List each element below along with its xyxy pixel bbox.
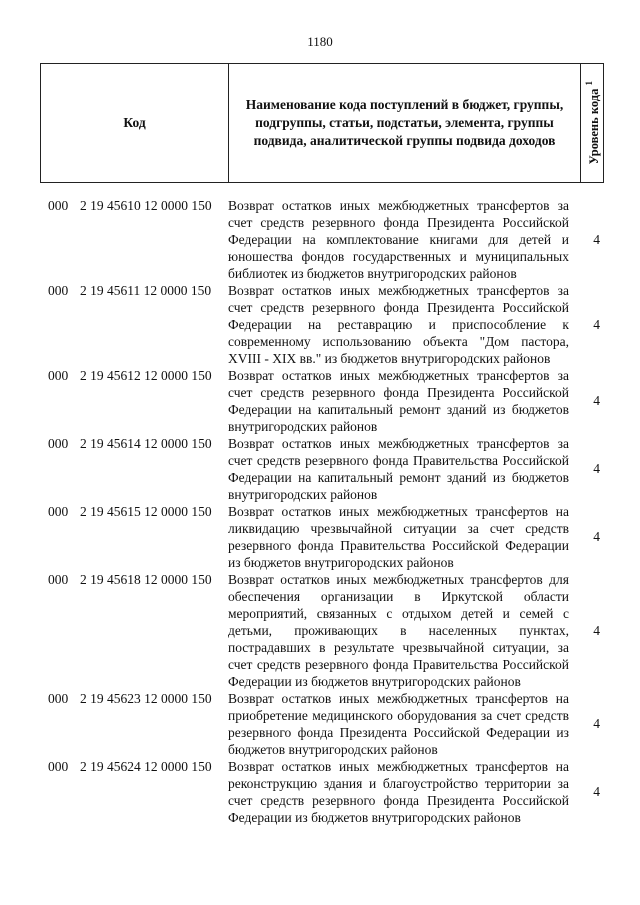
row-code: 2 19 45624 12 0000 150 <box>80 759 212 774</box>
table-row <box>40 367 604 435</box>
row-prefix: 000 <box>48 504 69 519</box>
row-code: 2 19 45614 12 0000 150 <box>80 436 212 451</box>
header-level-footnote: 1 <box>583 81 594 86</box>
row-level: 4 <box>593 393 600 408</box>
table-row <box>40 435 604 503</box>
row-level: 4 <box>593 529 600 544</box>
header-name: Наименование кода поступлений в бюджет, группы, подгруппы, статьи, подстатьи, элемента, группы подвида, аналитической группы подвида доходов <box>245 97 564 148</box>
row-code: 2 19 45618 12 0000 150 <box>80 572 212 587</box>
row-name: Возврат остатков иных межбюджетных трансфертов за счет средств резервного фонда Президента Российской Федерации на капитальный ремонт зданий из бюджетов внутригородских районов <box>228 368 569 434</box>
row-prefix: 000 <box>48 572 69 587</box>
page-number: 1180 <box>307 34 333 49</box>
row-code: 2 19 45610 12 0000 150 <box>80 198 212 213</box>
row-level: 4 <box>593 716 600 731</box>
row-prefix: 000 <box>48 691 69 706</box>
row-name: Возврат остатков иных межбюджетных трансфертов за счет средств резервного фонда Правительства Российской Федерации на капитальный ремонт зданий из бюджетов внутригородских районов <box>228 436 569 502</box>
row-level: 4 <box>593 231 600 247</box>
row-level: 4 <box>593 461 600 476</box>
row-code: 2 19 45611 12 0000 150 <box>80 283 212 298</box>
table-row <box>40 690 604 758</box>
header-level <box>581 68 605 178</box>
header-code: Код <box>123 115 146 130</box>
table-row <box>40 197 604 282</box>
row-prefix: 000 <box>48 283 69 298</box>
row-level: 4 <box>593 622 600 638</box>
row-prefix: 000 <box>48 198 69 213</box>
row-name: Возврат остатков иных межбюджетных трансфертов на реконструкцию здания и благоустройство территории за счет средств резервного фонда Президента Российской Федерации из бюджетов внутригородских районов <box>228 759 569 825</box>
row-prefix: 000 <box>48 436 69 451</box>
row-name: Возврат остатков иных межбюджетных трансфертов на приобретение медицинского оборудования за счет средств резервного фонда Президента Российской Федерации из бюджетов внутригородских районов <box>228 691 569 757</box>
table-row <box>40 503 604 571</box>
row-level: 4 <box>593 316 600 332</box>
table-body <box>40 197 604 826</box>
row-code: 2 19 45623 12 0000 150 <box>80 691 212 706</box>
row-prefix: 000 <box>48 368 69 383</box>
row-name: Возврат остатков иных межбюджетных трансфертов за счет средств резервного фонда Президента Российской Федерации на комплектование книгами для детей и юношества фондов государственных и муниципальных библиотек из бюджетов внутригородских районов <box>228 198 569 281</box>
row-code: 2 19 45612 12 0000 150 <box>80 368 212 383</box>
row-name: Возврат остатков иных межбюджетных трансфертов для обеспечения организации в Иркутской области мероприятий, связанных с отдыхом детей и семей с детьми, проживающих в населенных пунктах, пострадавших в результате чрезвычайной ситуации, за счет средств резервного фонда Правительства Российской Федерации из бюджетов внутригородских районов <box>228 572 569 689</box>
row-code: 2 19 45615 12 0000 150 <box>80 504 212 519</box>
table-header <box>40 63 604 183</box>
row-name: Возврат остатков иных межбюджетных трансфертов за счет средств резервного фонда Президента Российской Федерации на реставрацию и приспособление к современному использованию объекта "Дом пастора, XVIII - XIX вв." из бюджетов внутригородских районов <box>228 283 569 366</box>
table-row <box>40 758 604 826</box>
row-level: 4 <box>593 784 600 799</box>
header-level-label: Уровень кода <box>587 88 602 165</box>
row-prefix: 000 <box>48 759 69 774</box>
row-name: Возврат остатков иных межбюджетных трансфертов на ликвидацию чрезвычайной ситуации за счет средств резервного фонда Правительства Российской Федерации из бюджетов внутригородских районов <box>228 504 569 570</box>
table-row <box>40 282 604 367</box>
table-row <box>40 571 604 690</box>
